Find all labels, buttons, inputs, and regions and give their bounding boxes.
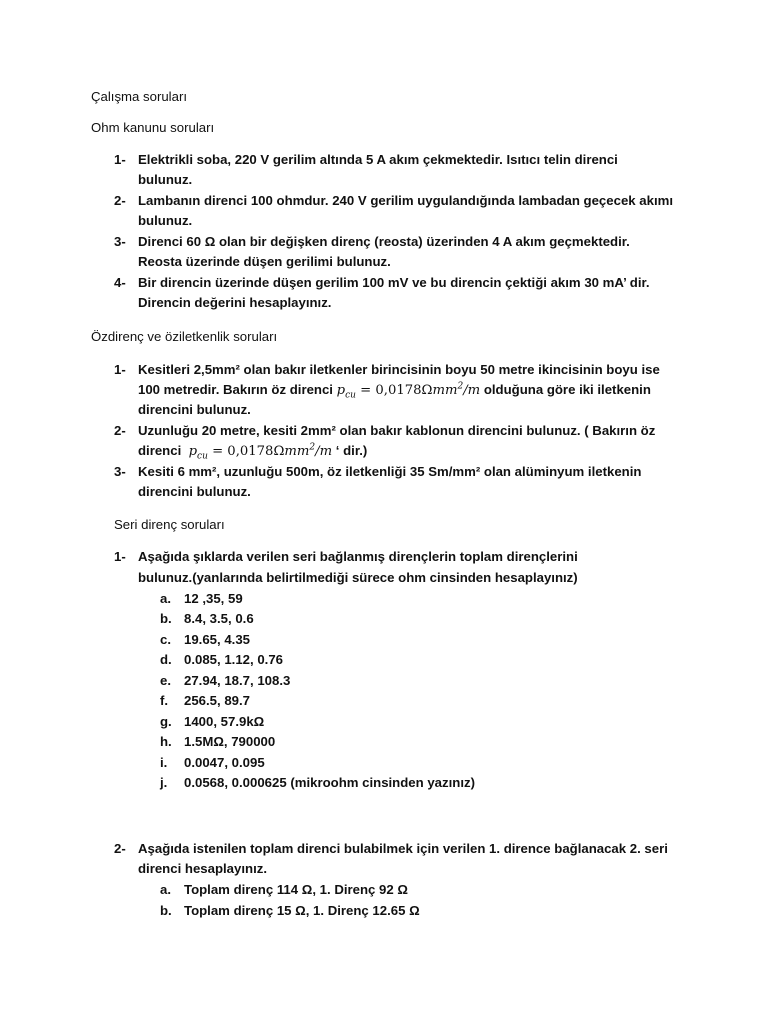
section-heading-ohm: Ohm kanunu soruları [91, 120, 215, 135]
question-number: 1- [114, 152, 126, 167]
option-text: 19.65, 4.35 [184, 632, 250, 647]
option-text: 0.0568, 0.000625 (mikroohm cinsinden yazınız) [184, 775, 475, 790]
question-text: olduğuna göre iki iletkenin [483, 382, 651, 397]
option-text: 0.0047, 0.095 [184, 755, 265, 770]
formula-unit: mm [284, 444, 310, 459]
resistivity-formula [188, 442, 333, 462]
question-text: Direncin değerini hesaplayınız. [138, 295, 332, 310]
question-text: Reosta üzerinde düşen gerilimi bulunuz. [138, 254, 391, 269]
question-text: bulunuz. [138, 213, 193, 228]
option-text: 12 ,35, 59 [184, 591, 243, 606]
option-letter: d. [160, 652, 172, 667]
formula-superscript: 2 [309, 442, 316, 453]
formula-unit-tail: /m [463, 383, 481, 398]
question-text: Lambanın direnci 100 ohmdur. 240 V gerilim uygulandığında lambadan geçecek akımı [138, 193, 673, 208]
question-text: Elektrikli soba, 220 V gerilim altında 5 A akım çekmektedir. Isıtıcı telin direnci [138, 152, 618, 167]
option-text: Toplam direnç 15 Ω, 1. Direnç 12.65 Ω [184, 903, 420, 918]
option-letter: g. [160, 714, 172, 729]
option-text: 256.5, 89.7 [184, 693, 250, 708]
question-number: 4- [114, 275, 126, 290]
option-letter: f. [160, 693, 169, 708]
question-text: Direnci 60 Ω olan bir değişken direnç (reosta) üzerinden 4 A akım geçmektedir. [138, 234, 630, 249]
question-number: 2- [114, 841, 126, 856]
question-text: Uzunluğu 20 metre, kesiti 2mm² olan bakır kablonun direncini bulunuz. ( Bakırın öz [138, 423, 656, 438]
option-letter: j. [160, 775, 168, 790]
question-text: ‘ dir.) [335, 443, 368, 458]
option-text: 27.94, 18.7, 108.3 [184, 673, 291, 688]
question-text: direnci hesaplayınız. [138, 861, 267, 876]
question-text: 100 metredir. Bakırın öz direnci [138, 382, 333, 397]
question-line-with-formula [138, 441, 367, 462]
option-letter: a. [160, 882, 171, 897]
question-text: Aşağıda şıklarda verilen seri bağlanmış dirençlerin toplam dirençlerini [138, 549, 578, 564]
question-text: Kesiti 6 mm², uzunluğu 500m, öz iletkenliği 35 Sm/mm² olan alüminyum iletkenin [138, 464, 642, 479]
option-letter: i. [160, 755, 168, 770]
option-text: Toplam direnç 114 Ω, 1. Direnç 92 Ω [184, 882, 408, 897]
question-text: Kesitleri 2,5mm² olan bakır iletkenler birincisinin boyu 50 metre ikincisinin boyu ise [138, 362, 660, 377]
formula-value: = 0,0178Ω [207, 444, 285, 459]
question-text: bulunuz.(yanlarında belirtilmediği sürece ohm cinsinden hesaplayınız) [138, 570, 578, 585]
question-text: Bir direncin üzerinde düşen gerilim 100 mV ve bu direncin çektiği akım 30 mA’ dir. [138, 275, 650, 290]
option-text: 0.085, 1.12, 0.76 [184, 652, 283, 667]
option-letter: b. [160, 611, 172, 626]
question-line-with-formula [138, 380, 651, 401]
question-text: bulunuz. [138, 172, 193, 187]
formula-subscript: cu [345, 390, 356, 401]
question-number: 3- [114, 464, 126, 479]
option-text: 8.4, 3.5, 0.6 [184, 611, 254, 626]
option-letter: a. [160, 591, 171, 606]
page-title: Çalışma soruları [91, 89, 188, 104]
formula-value: = 0,0178Ω [355, 383, 433, 398]
formula-unit-tail: /m [315, 444, 333, 459]
option-letter: h. [160, 734, 172, 749]
question-text: Aşağıda istenilen toplam direnci bulabilmek için verilen 1. dirence bağlanacak 2. seri [138, 841, 668, 856]
question-number: 1- [114, 549, 126, 564]
formula-subscript: cu [197, 451, 208, 462]
formula-symbol: p [336, 383, 346, 398]
question-text: direncini bulunuz. [138, 402, 251, 417]
resistivity-formula [336, 381, 481, 401]
section-heading-ozdirenc: Özdirenç ve öziletkenlik soruları [91, 329, 278, 344]
question-number: 2- [114, 423, 126, 438]
question-text: direncini bulunuz. [138, 484, 251, 499]
section-heading-seri: Seri direnç soruları [114, 517, 225, 532]
question-number: 3- [114, 234, 126, 249]
question-text: direnci [138, 443, 182, 458]
option-text: 1.5MΩ, 790000 [184, 734, 276, 749]
option-letter: b. [160, 903, 172, 918]
option-letter: e. [160, 673, 171, 688]
formula-unit: mm [432, 383, 458, 398]
option-text: 1400, 57.9kΩ [184, 714, 265, 729]
question-number: 1- [114, 362, 126, 377]
question-number: 2- [114, 193, 126, 208]
formula-superscript: 2 [457, 381, 464, 392]
option-letter: c. [160, 632, 171, 647]
formula-symbol: p [188, 444, 198, 459]
